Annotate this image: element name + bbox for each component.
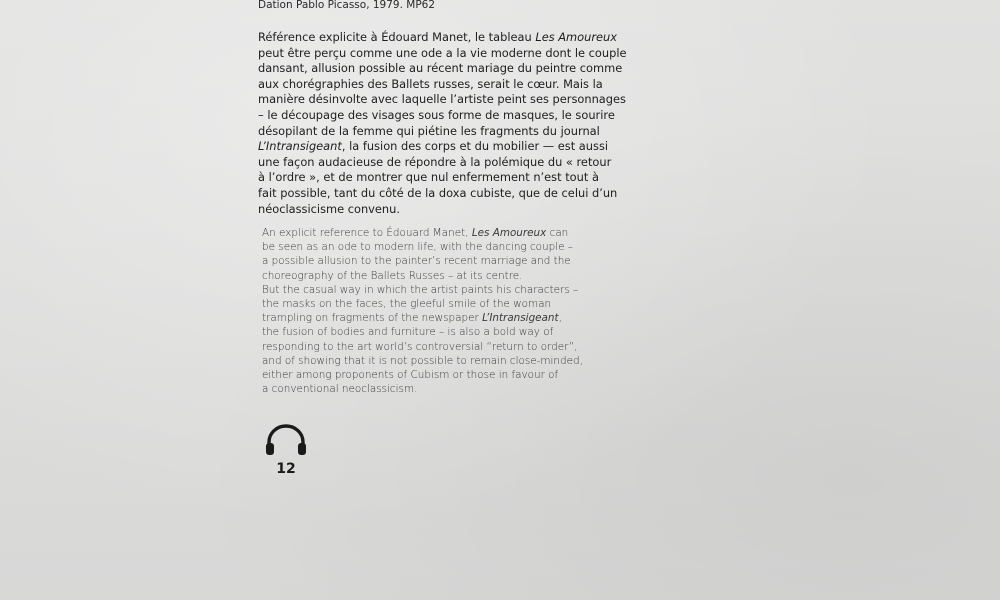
english-line: the masks on the faces, the gleeful smile of the woman (262, 298, 552, 311)
french-line: néoclassicisme convenu. (258, 201, 400, 216)
headphones-icon (264, 424, 308, 456)
english-line: a conventional neoclassicism. (262, 383, 418, 396)
english-line: and of showing that it is not possible to remain close-minded, (262, 354, 583, 367)
english-line: either among proponents of Cubism or those in favour of (262, 369, 559, 382)
english-line: trampling on fragments of the newspaper L’Intransigeant, (262, 312, 562, 325)
french-line: peut être perçu comme une ode a la vie moderne dont le couple (258, 45, 627, 60)
english-line: be seen as an ode to modern life, with the dancing couple – (262, 241, 573, 254)
english-line: An explicit reference to Édouard Manet, Les Amoureux can (262, 227, 569, 239)
audio-guide-number: 12 (276, 461, 296, 477)
french-line: désopilant de la femme qui piétine les fragments du journal (258, 123, 600, 138)
french-line: Référence explicite à Édouard Manet, le tableau Les Amoureux (258, 30, 617, 44)
french-line: dansant, allusion possible au récent mariage du peintre comme (258, 61, 623, 76)
english-line: But the casual way in which the artist paints his characters – (262, 283, 579, 296)
english-line: responding to the art world’s controversial “return to order”, (262, 340, 578, 353)
english-line: the fusion of bodies and furniture – is also a bold way of (262, 326, 554, 339)
audio-guide-marker (264, 424, 308, 484)
english-line: choreography of the Ballets Russes – at its centre. (262, 269, 523, 282)
french-line: aux chorégraphies des Ballets russes, serait le cœur. Mais la (258, 76, 603, 91)
credit-line: Dation Pablo Picasso, 1979. MP62 (258, 0, 436, 11)
french-description (258, 30, 627, 217)
french-line: une façon audacieuse de répondre à la polémique du « retour (258, 154, 612, 169)
french-line: L’Intransigeant, la fusion des corps et du mobilier — est aussi (258, 139, 609, 154)
french-line: manière désinvolte avec laquelle l’artiste peint ses personnages (258, 92, 626, 107)
french-line: fait possible, tant du côté de la doxa cubiste, que de celui d’un (258, 185, 618, 200)
french-line: – le découpage des visages sous forme de masques, le sourire (258, 107, 615, 122)
english-description (262, 226, 583, 396)
french-line: à l’ordre », et de montrer que nul enfermement n’est tout à (258, 170, 599, 185)
english-line: a possible allusion to the painter’s recent marriage and the (262, 255, 571, 268)
